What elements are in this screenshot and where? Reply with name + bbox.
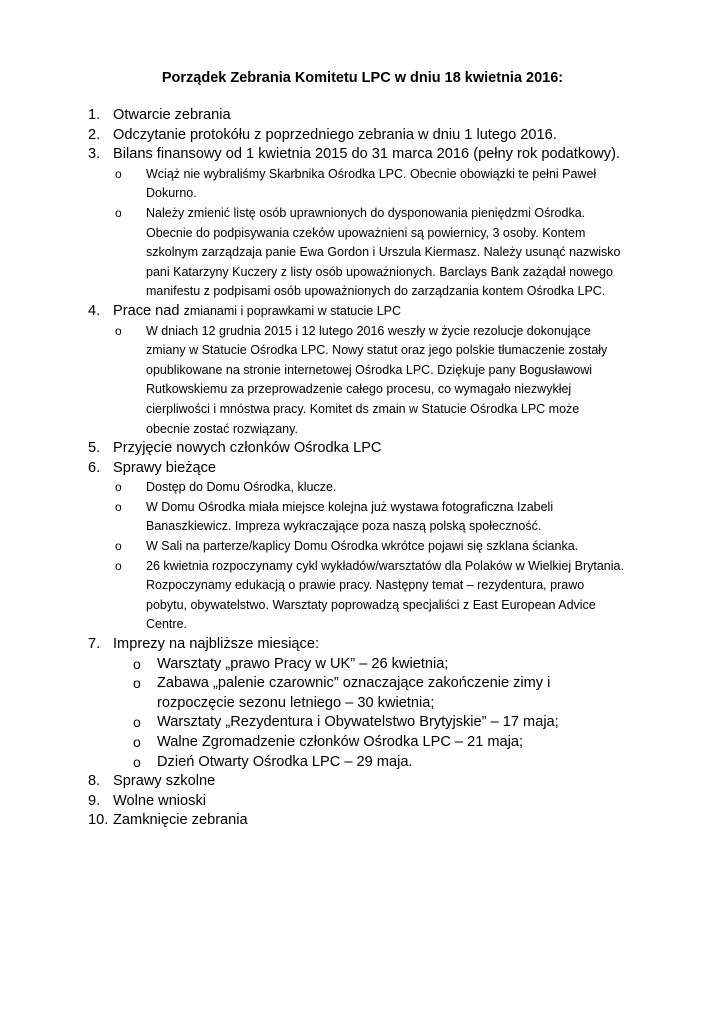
agenda-item xyxy=(88,811,668,831)
item-number: 4. xyxy=(88,302,101,319)
agenda-item xyxy=(88,459,668,479)
sub-item-text: Dostęp do Domu Ośrodka, klucze. xyxy=(146,480,337,495)
agenda-item xyxy=(88,792,668,812)
agenda-list xyxy=(88,106,668,831)
sub-item xyxy=(88,753,632,773)
agenda-item xyxy=(88,106,668,126)
item-text: Odczytanie protokółu z poprzedniego zebrania w dniu 1 lutego 2016. xyxy=(113,126,557,143)
item-number: 8. xyxy=(88,773,101,790)
item-number: 10. xyxy=(88,812,109,829)
item-number: 1. xyxy=(88,107,101,123)
agenda-item xyxy=(88,145,668,165)
item-text-rest: zmianami i poprawkami w statucie LPC xyxy=(183,303,402,318)
item-number: 5. xyxy=(88,440,101,457)
sub-item-text: Dzień Otwarty Ośrodka LPC – 29 maja. xyxy=(157,753,413,770)
item-number: 2. xyxy=(88,126,101,143)
bullet-icon: o xyxy=(133,675,141,692)
item-text: Sprawy bieżące xyxy=(113,459,217,476)
agenda-item xyxy=(88,772,668,792)
bullet-icon: o xyxy=(115,166,122,181)
page-title: Porządek Zebrania Komitetu LPC w dniu 18 kwietnia 2016: xyxy=(161,70,564,86)
sub-item xyxy=(88,478,626,498)
sub-item-text: W Domu Ośrodka miała miejsce kolejna już wystawa fotograficzna Izabeli Banaszkiewicz. Impreza wykraczające poza naszą polską społeczność. xyxy=(146,499,554,534)
item-text: Przyjęcie nowych członków Ośrodka LPC xyxy=(113,440,382,457)
agenda-item xyxy=(88,302,668,322)
item-text-lead: Prace nad xyxy=(113,302,180,319)
item-text: Otwarcie zebrania xyxy=(113,107,231,123)
bullet-icon: o xyxy=(115,205,122,220)
item-number: 9. xyxy=(88,792,101,809)
bullet-icon: o xyxy=(133,714,141,731)
bullet-icon: o xyxy=(115,539,122,554)
sub-item xyxy=(88,165,626,204)
sub-item-text: Warsztaty „prawo Pracy w UK” – 26 kwietnia; xyxy=(157,655,449,672)
sub-item xyxy=(88,204,626,302)
item-text: Imprezy na najbliższe miesiące: xyxy=(113,636,320,653)
bullet-icon: o xyxy=(133,734,141,750)
bullet-icon: o xyxy=(133,655,141,672)
sub-item xyxy=(88,674,632,713)
bullet-icon: o xyxy=(115,480,122,495)
agenda-item xyxy=(88,126,668,146)
sub-item xyxy=(88,322,626,440)
sub-item xyxy=(88,655,632,675)
item-number: 7. xyxy=(88,636,101,653)
sub-item xyxy=(88,557,626,635)
item-text: Bilans finansowy od 1 kwietnia 2015 do 31 marca 2016 (pełny rok podatkowy). xyxy=(113,146,621,163)
bullet-icon: o xyxy=(115,558,122,573)
item-text: Wolne wnioski xyxy=(113,792,207,809)
sub-item-text: W Sali na parterze/kaplicy Domu Ośrodka wkrótce pojawi się szklana ścianka. xyxy=(146,539,579,554)
sub-item xyxy=(88,733,632,753)
bullet-icon: o xyxy=(115,323,122,338)
sub-item xyxy=(88,537,626,557)
sub-item-text: Walne Zgromadzenie członków Ośrodka LPC – 21 maja; xyxy=(157,734,524,750)
agenda-item xyxy=(88,635,668,655)
sub-item xyxy=(88,713,632,733)
item-number: 6. xyxy=(88,459,101,476)
bullet-icon: o xyxy=(115,499,122,514)
sub-item-text: Warsztaty „Rezydentura i Obywatelstwo Brytyjskie” – 17 maja; xyxy=(157,714,559,731)
sub-item-text: Wciąż nie wybraliśmy Skarbnika Ośrodka LPC. Obecnie obowiązki te pełni Paweł Dokurno. xyxy=(146,166,597,201)
bullet-icon: o xyxy=(133,753,141,770)
sub-item-text: Należy zmienić listę osób uprawnionych do dysponowania pieniędzmi Ośrodka. Obecnie do podpisywania czeków upoważnieni są powiernicy, 3 osoby. Kontem szkolnym zarządzaja panie Ewa Gordon i Urszula Kiermasz. Należy usunąć nazwisko pani Katarzyny Kuczery z listy osób upoważnionych. Barclays Bank zażądał nowego manifestu z podpisami osób upoważnionych do zarządzania kontem Ośrodka LPC. xyxy=(146,205,621,299)
item-text: Sprawy szkolne xyxy=(113,773,216,790)
item-text: Zamknięcie zebrania xyxy=(113,812,248,829)
agenda-item xyxy=(88,439,668,459)
sub-item-text: 26 kwietnia rozpoczynamy cykl wykładów/warsztatów dla Polaków w Wielkiej Brytania. Rozpoczynamy edukacją o prawie pracy. Następny temat – rezydentura, prawo pobytu, obywatelstwo. Warsztaty poprowadzą specjaliści z East European Advice Centre. xyxy=(146,558,624,632)
sub-item-text: Zabawa „palenie czarownic” oznaczające zakończenie zimy i rozpoczęcie sezonu letniego – 30 kwietnia; xyxy=(157,675,551,711)
sub-item xyxy=(88,498,626,537)
item-number: 3. xyxy=(88,146,101,163)
sub-item-text: W dniach 12 grudnia 2015 i 12 lutego 2016 weszły w życie rezolucje dokonujące zmiany w Statucie Ośrodka LPC. Nowy statut oraz jego polskie tłumaczenie zostały opublikowane na stronie internetowej Ośrodka LPC. Dziękuje pany Bogusławowi Rutkowskiemu za przeprowadzenie całego procesu, co wymagało niezwykłej cierpliwości i mnóstwa pracy. Komitet ds zmain w Statucie Ośrodka LPC może obecnie zostać rozwiązany. xyxy=(146,323,608,436)
